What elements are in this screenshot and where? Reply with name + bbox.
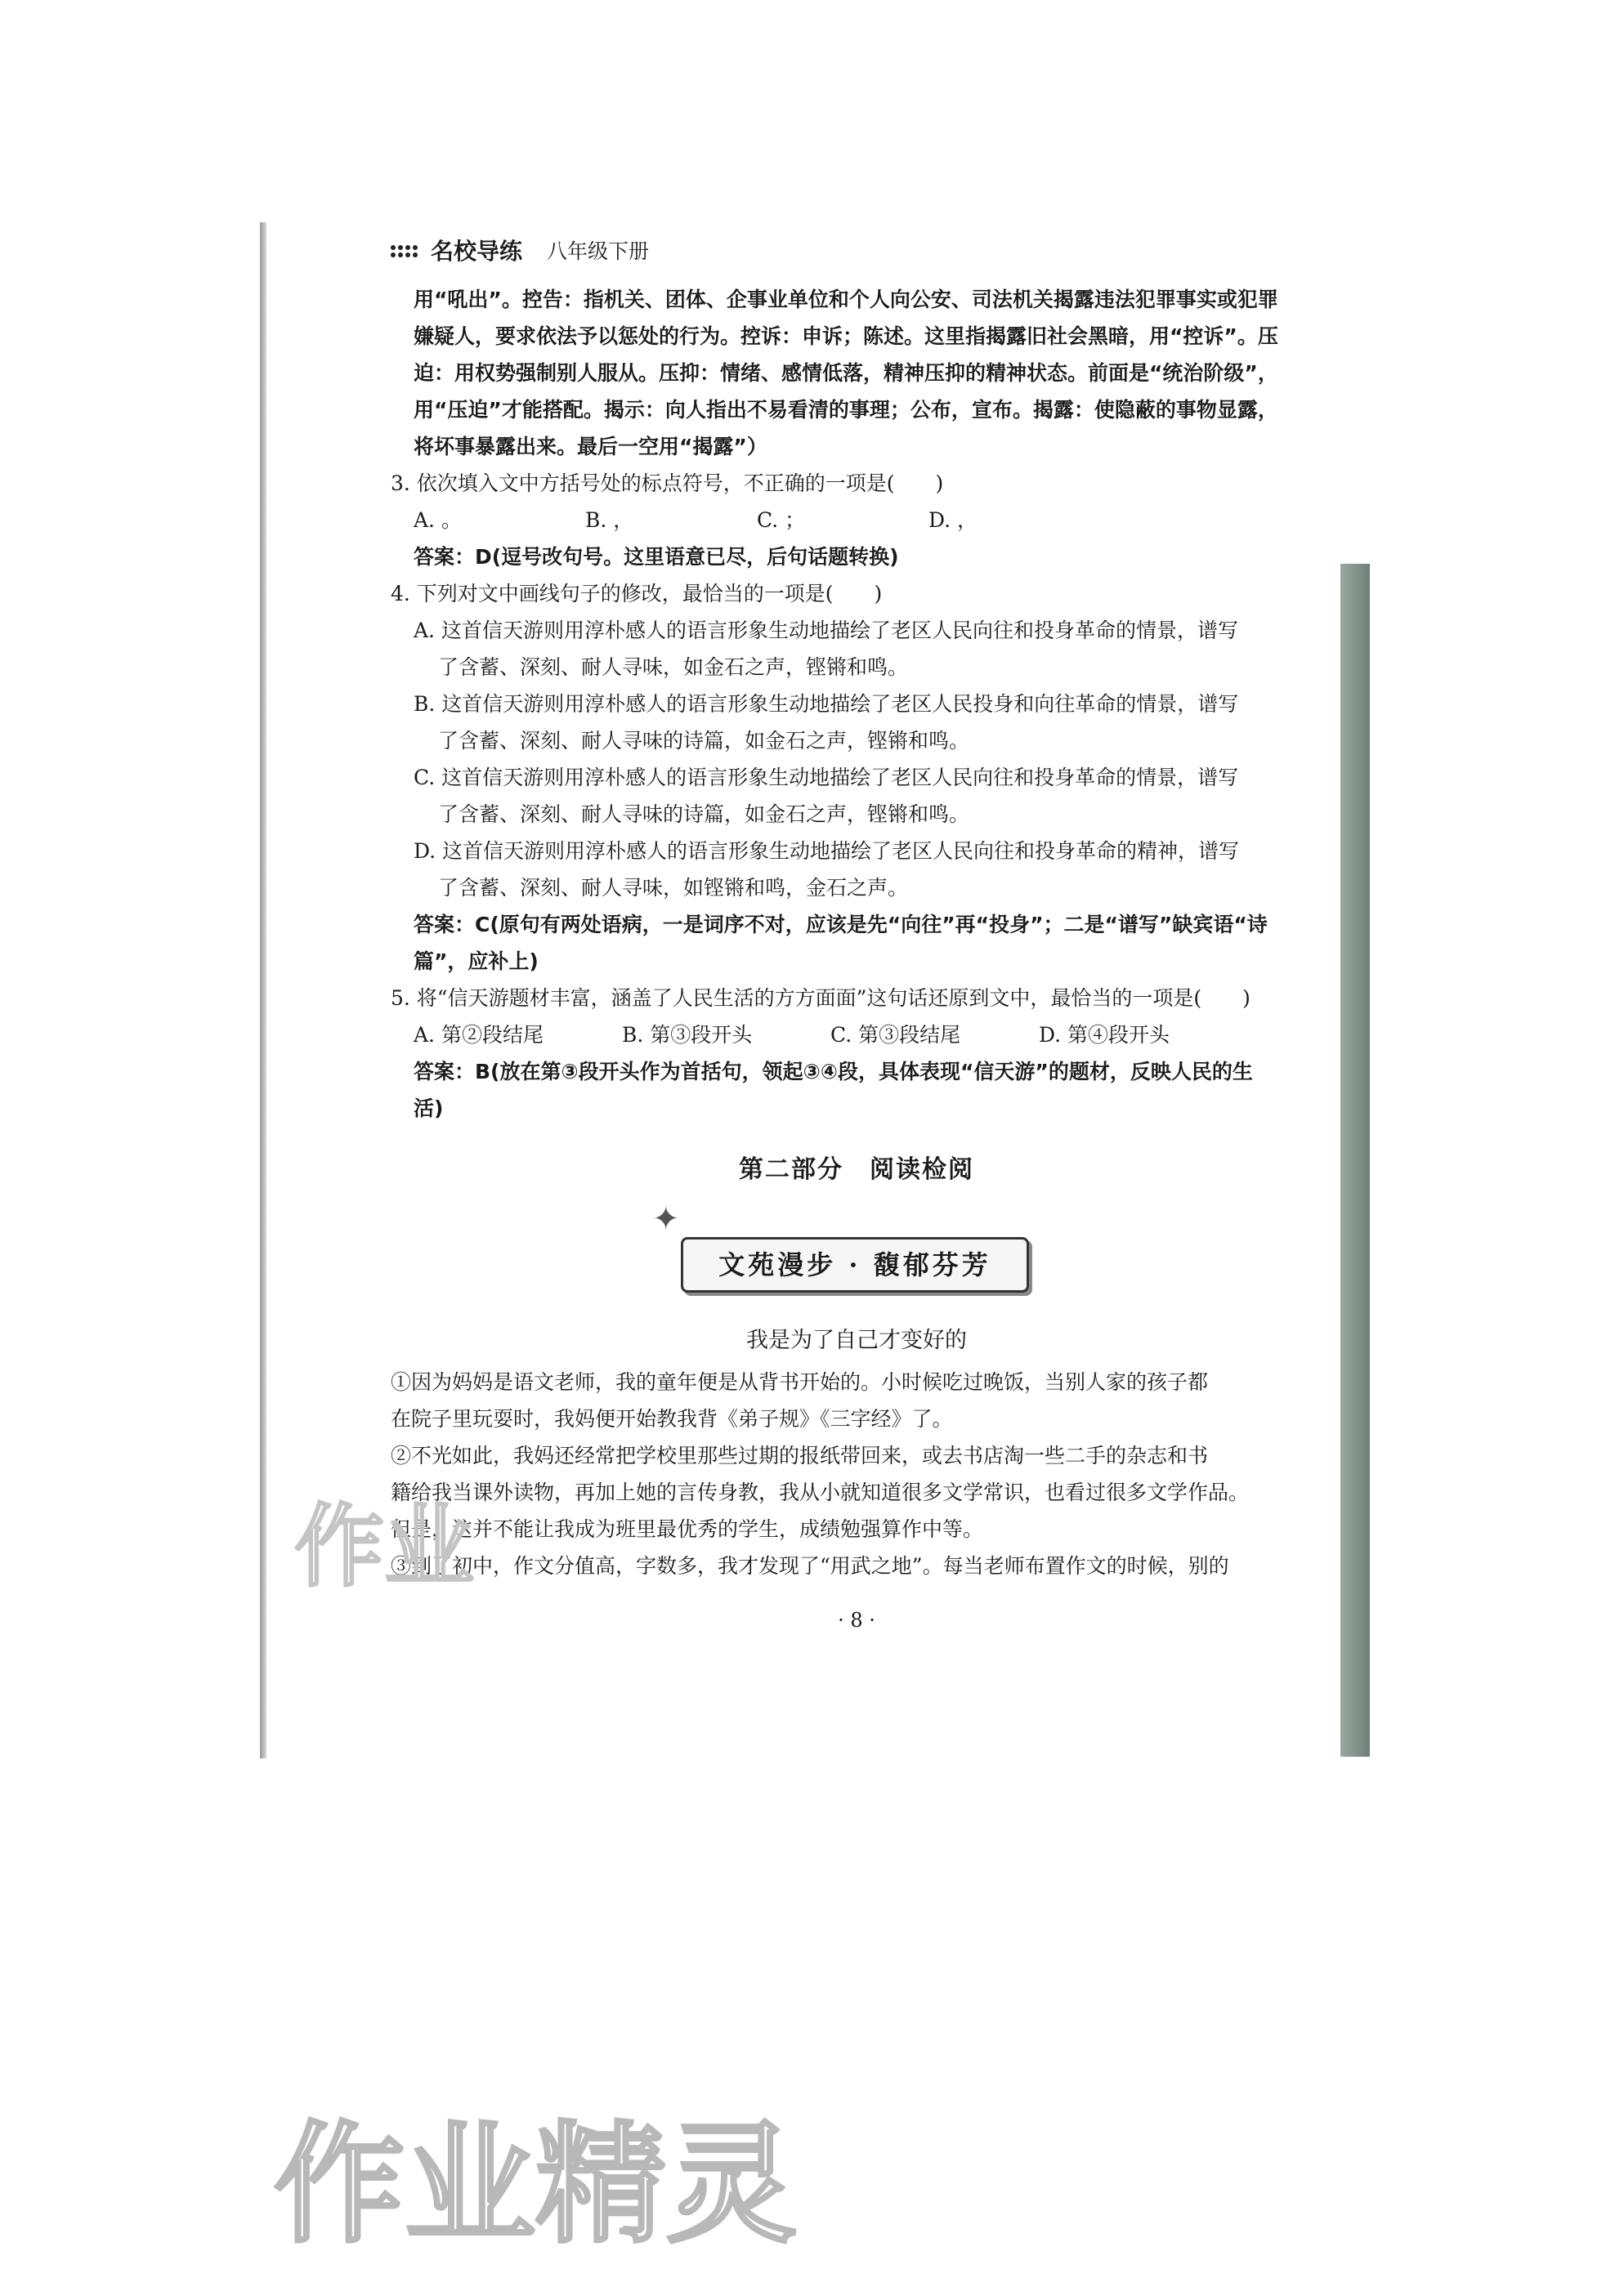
question-4: [391, 575, 1322, 980]
option-d: D. ，: [928, 508, 978, 532]
option-text: C. 这首信天游则用淳朴感人的语言形象生动地描绘了老区人民向往和投身革命的情景，谱写: [414, 766, 1239, 789]
article-line: 籍给我当课外读物，再加上她的言传身教，我从小就知道很多文学常识，也看过很多文学作品。: [391, 1481, 1250, 1504]
banner-label: 文苑漫步 · 馥郁芬芳: [681, 1237, 1029, 1293]
answer-line: 篇”，应补上): [414, 949, 539, 973]
option-text: 了含蓄、深刻、耐人寻味的诗篇，如金石之声，铿锵和鸣。: [438, 802, 970, 826]
question-stem: 3. 依次填入文中方括号处的标点符号，不正确的一项是( ): [391, 471, 944, 495]
reading-article: [391, 1322, 1322, 1584]
explanation-continued: [391, 281, 1322, 465]
option-d: D. 第④段开头: [1039, 1023, 1170, 1047]
answer: [391, 906, 1322, 980]
answer-line: 答案：C(原句有两处语病，一是词序不对，应该是先“向往”再“投身”；二是“谱写”缺宾语“诗: [414, 913, 1268, 936]
question-stem: 5. 将“信天游题材丰富，涵盖了人民生活的方方面面”这句话还原到文中，最恰当的一项是( ): [391, 986, 1250, 1010]
question-stem: 4. 下列对文中画线句子的修改，最恰当的一项是( ): [391, 582, 883, 605]
article-line: 但是，这并不能让我成为班里最优秀的学生，成绩勉强算作中等。: [391, 1517, 984, 1541]
answer-line: 活): [414, 1097, 444, 1120]
header-dots-icon: [391, 245, 418, 257]
brand-name: 名校导练: [431, 238, 523, 265]
answer: [391, 1053, 1322, 1127]
question-3: [391, 465, 1322, 575]
article-line: ②不光如此，我妈还经常把学校里那些过期的报纸带回来，或去书店淘一些二手的杂志和书: [391, 1444, 1209, 1467]
grade-label: 八年级下册: [547, 239, 650, 263]
option-text: 了含蓄、深刻、耐人寻味的诗篇，如金石之声，铿锵和鸣。: [438, 729, 970, 753]
option-c: C. ；: [757, 508, 806, 532]
option-row: [391, 502, 1322, 538]
option-b: [391, 686, 1322, 759]
question-5: [391, 980, 1322, 1127]
scan-edge-right: [1340, 564, 1370, 1757]
option-text: A. 这首信天游则用淳朴感人的语言形象生动地描绘了老区人民向往和投身革命的情景，谱写: [414, 619, 1238, 642]
star-icon: ✦: [652, 1200, 680, 1238]
explanation-line: 将坏事暴露出来。最后一空用“揭露”）: [414, 435, 767, 458]
article-line: ①因为妈妈是语文老师，我的童年便是从背书开始的。小时候吃过晚饭，当别人家的孩子都: [391, 1370, 1209, 1394]
answer: 答案：D(逗号改句号。这里语意已尽，后句话题转换): [414, 545, 899, 569]
watermark-small: 作业: [294, 1494, 474, 1599]
option-row: [391, 1016, 1322, 1053]
explanation-line: 用“吼出”。控告：指机关、团体、企事业单位和个人向公安、司法机关揭露违法犯罪事实或犯罪: [414, 288, 1278, 311]
option-text: B. 这首信天游则用淳朴感人的语言形象生动地描绘了老区人民投身和向往革命的情景，谱写: [414, 692, 1239, 716]
explanation-line: 嫌疑人，要求依法予以惩处的行为。控诉：申诉；陈述。这里指揭露旧社会黑暗，用“控诉”。压: [414, 324, 1278, 348]
article-title: 我是为了自己才变好的: [746, 1328, 967, 1353]
option-c: C. 第③段结尾: [830, 1023, 961, 1047]
option-b: B. ，: [585, 508, 634, 532]
option-text: 了含蓄、深刻、耐人寻味，如铿锵和鸣，金石之声。: [438, 876, 909, 900]
workbook-page: [391, 233, 1322, 1639]
page-number: · 8 ·: [838, 1609, 875, 1632]
option-a: [391, 612, 1322, 686]
article-line: 在院子里玩耍时，我妈便开始教我背《弟子规》《三字经》了。: [391, 1407, 953, 1431]
watermark: 作业精灵: [274, 2108, 798, 2261]
option-d: [391, 833, 1322, 906]
option-b: B. 第③段开头: [622, 1023, 753, 1047]
article-line: ③到了初中，作文分值高，字数多，我才发现了“用武之地”。每当老师布置作文的时候，别的: [391, 1554, 1229, 1578]
option-text: D. 这首信天游则用淳朴感人的语言形象生动地描绘了老区人民向往和投身革命的精神，谱写: [414, 839, 1240, 863]
option-c: [391, 759, 1322, 833]
answer-line: 答案：B(放在第③段开头作为首括句，领起③④段，具体表现“信天游”的题材，反映人民的生: [414, 1060, 1253, 1083]
option-a: A. 。: [414, 508, 462, 532]
explanation-line: 用“压迫”才能搭配。揭示：向人指出不易看清的事理；公布，宣布。揭露：使隐蔽的事物显露，: [414, 398, 1278, 422]
section-title: 第二部分 阅读检阅: [739, 1155, 974, 1184]
scan-edge-left: [260, 222, 266, 1758]
option-a: A. 第②段结尾: [414, 1023, 544, 1047]
banner: [391, 1196, 1322, 1302]
option-text: 了含蓄、深刻、耐人寻味，如金石之声，铿锵和鸣。: [438, 655, 909, 679]
explanation-line: 迫：用权势强制别人服从。压抑：情绪、感情低落，精神压抑的精神状态。前面是“统治阶级”，: [414, 361, 1278, 385]
page-header: [391, 233, 1322, 270]
